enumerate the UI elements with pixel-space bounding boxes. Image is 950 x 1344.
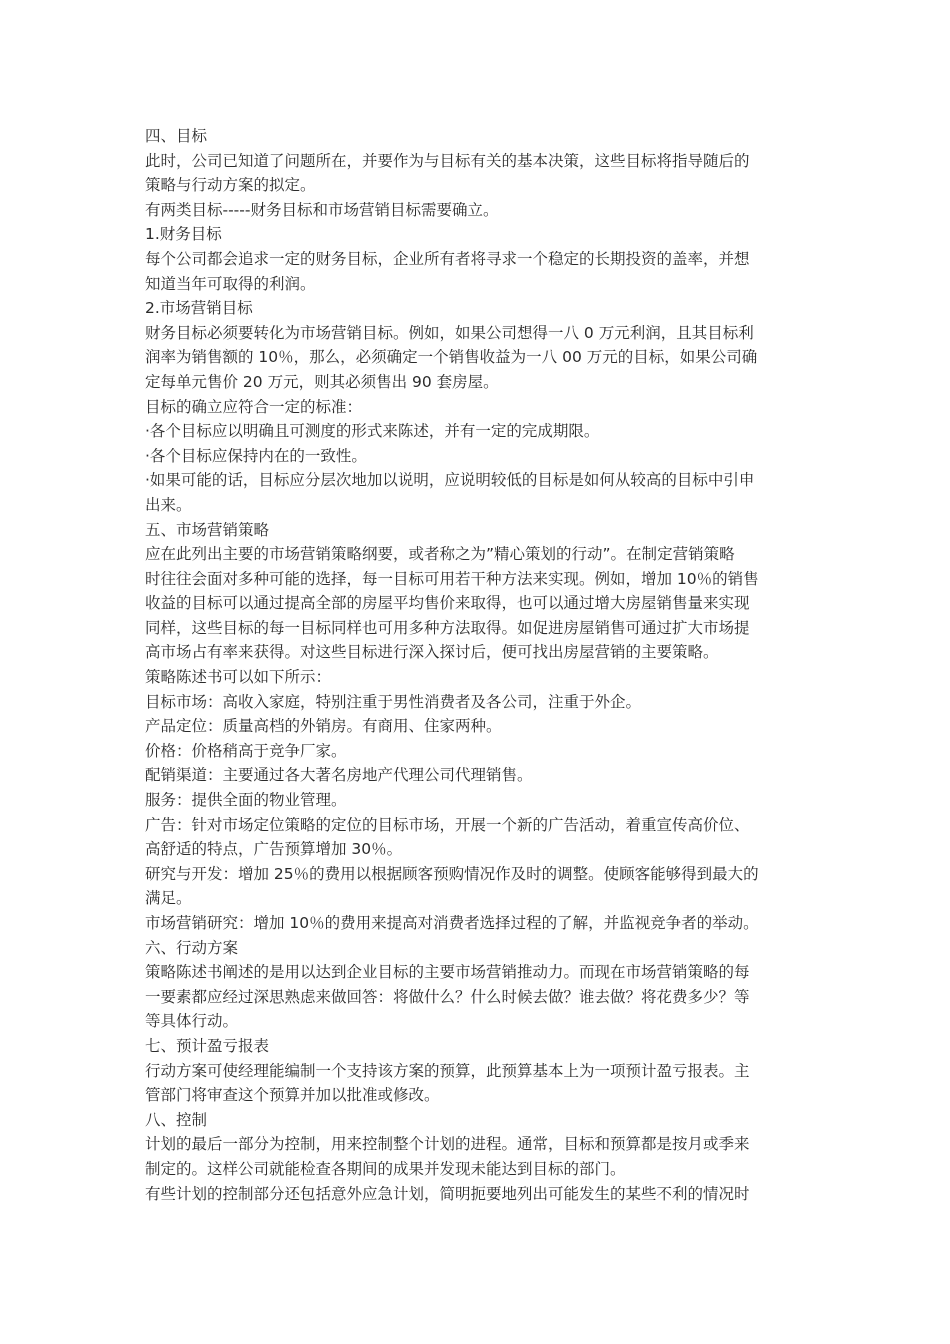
text-line: 策略与行动方案的拟定。 xyxy=(145,176,316,195)
text-line: 服务：提供全面的物业管理。 xyxy=(145,791,347,810)
text-line: ·各个目标应以明确且可测度的形式来陈述，并有一定的完成期限。 xyxy=(145,422,600,441)
text-line: 五、市场营销策略 xyxy=(145,520,270,539)
text-line: ·各个目标应保持内在的一致性。 xyxy=(145,446,367,465)
text-line: 四、目标 xyxy=(145,127,208,145)
text-line: 润率为销售额的 10％，那么，必须确定一个销售收益为一八 00 万元的目标，如果公司确 xyxy=(145,348,758,367)
text-line: 广告：针对市场定位策略的定位的目标市场，开展一个新的广告活动，着重宣传高价位、 xyxy=(145,815,750,834)
text-line: 定每单元售价 20 万元，则其必须售出 90 套房屋。 xyxy=(145,372,499,391)
text-line: 时往往会面对多种可能的选择，每一目标可用若干种方法来实现。例如，增加 10％的销售 xyxy=(145,569,759,588)
text-line: 应在此列出主要的市场营销策略纲要，或者称之为”精心策划的行动”。在制定营销策略 xyxy=(145,545,735,564)
text-line: 产品定位：质量高档的外销房。有商用、住家两种。 xyxy=(145,717,502,736)
text-line: 七、预计盈亏报表 xyxy=(145,1036,270,1055)
text-line: 出来。 xyxy=(145,495,192,514)
text-line: 1.财务目标 xyxy=(145,225,222,244)
text-line: 管部门将审查这个预算并加以批准或修改。 xyxy=(145,1086,440,1105)
text-line: ·如果可能的话，目标应分层次地加以说明，应说明较低的目标是如何从较高的目标中引申 xyxy=(145,471,755,490)
text-line: 市场营销研究：增加 10％的费用来提高对消费者选择过程的了解，并监视竞争者的举动。 xyxy=(145,914,759,932)
text-line: 每个公司都会追求一定的财务目标，企业所有者将寻求一个稳定的长期投资的盖率，并想 xyxy=(145,249,750,268)
text-line: 2.市场营销目标 xyxy=(145,299,253,318)
text-line: 配销渠道：主要通过各大著名房地产代理公司代理销售。 xyxy=(145,766,533,785)
text-line: 满足。 xyxy=(145,889,192,908)
text-line: 高市场占有率来获得。对这些目标进行深入探讨后，便可找出房屋营销的主要策略。 xyxy=(145,643,719,662)
text-line: 同样，这些目标的每一目标同样也可用多种方法取得。如促进房屋销售可通过扩大市场提 xyxy=(145,618,750,637)
text-line: 财务目标必须要转化为市场营销目标。例如，如果公司想得一八 0 万元利润，且其目标利 xyxy=(145,323,754,342)
text-line: 策略陈述书阐述的是用以达到企业目标的主要市场营销推动力。而现在市场营销策略的每 xyxy=(145,963,750,982)
text-line: 制定的。这样公司就能检查各期间的成果并发现未能达到目标的部门。 xyxy=(145,1159,626,1178)
text-line: 目标的确立应符合一定的标准： xyxy=(145,397,363,416)
text-line: 目标市场：高收入家庭，特别注重于男性消费者及各公司，注重于外企。 xyxy=(145,692,642,711)
text-line: 知道当年可取得的利润。 xyxy=(145,274,316,293)
text-line: 策略陈述书可以如下所示： xyxy=(145,668,332,687)
text-line: 一要素都应经过深思熟虑来做回答：将做什么？什么时候去做？谁去做？将花费多少？等 xyxy=(145,987,750,1006)
text-line: 八、控制 xyxy=(145,1110,208,1129)
text-line: 等具体行动。 xyxy=(145,1012,239,1031)
text-line: 高舒适的特点，广告预算增加 30％。 xyxy=(145,840,403,859)
text-line: 有些计划的控制部分还包括意外应急计划，简明扼要地列出可能发生的某些不利的情况时 xyxy=(145,1184,750,1203)
text-line: 六、行动方案 xyxy=(145,938,239,957)
document-body xyxy=(145,124,809,1206)
text-line: 此时，公司已知道了问题所在，并要作为与目标有关的基本决策，这些目标将指导随后的 xyxy=(145,151,750,170)
text-line: 计划的最后一部分为控制，用来控制整个计划的进程。通常，目标和预算都是按月或季来 xyxy=(145,1135,750,1154)
text-line: 研究与开发：增加 25％的费用以根据顾客预购情况作及时的调整。使顾客能够得到最大的 xyxy=(145,864,759,883)
text-line: 收益的目标可以通过提高全部的房屋平均售价来取得，也可以通过增大房屋销售量来实现 xyxy=(145,594,750,613)
text-line: 有两类目标-----财务目标和市场营销目标需要确立。 xyxy=(145,200,499,219)
text-line: 行动方案可使经理能编制一个支持该方案的预算，此预算基本上为一项预计盈亏报表。主 xyxy=(145,1061,750,1080)
text-line: 价格：价格稍高于竞争厂家。 xyxy=(145,741,347,760)
